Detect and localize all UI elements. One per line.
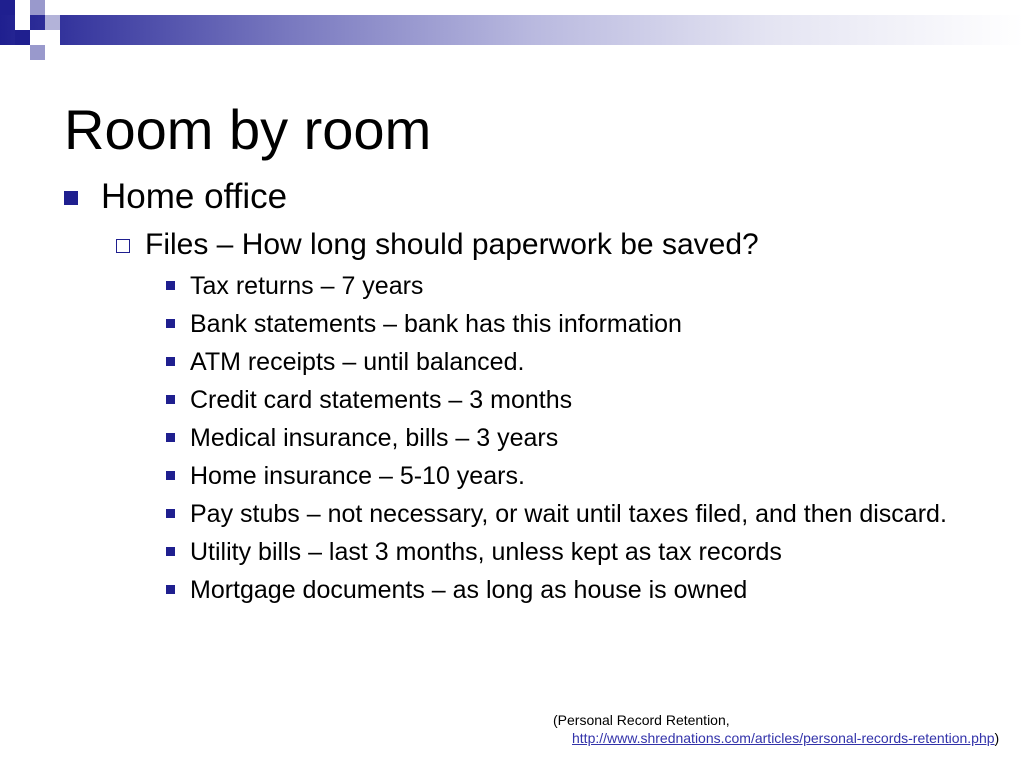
list-item (166, 499, 966, 530)
small-filled-square-bullet-icon (166, 433, 175, 442)
corner-square-decoration (45, 30, 60, 45)
small-filled-square-bullet-icon (166, 471, 175, 480)
list-item (166, 385, 966, 416)
citation-suffix: ) (994, 730, 1000, 746)
small-filled-square-bullet-icon (166, 509, 175, 518)
list-item-text: Medical insurance, bills – 3 years (190, 424, 559, 452)
list-item (166, 537, 966, 568)
filled-square-bullet-icon (64, 191, 78, 205)
slide-title: Room by room (64, 98, 432, 161)
citation-link[interactable]: http://www.shrednations.com/articles/personal-records-retention.php (572, 730, 995, 746)
small-filled-square-bullet-icon (166, 547, 175, 556)
corner-square-decoration (15, 15, 30, 30)
list-item-text: Home insurance – 5-10 years. (190, 462, 525, 490)
citation (553, 711, 999, 747)
citation-prefix: (Personal Record Retention, (553, 712, 730, 728)
list-item (166, 423, 966, 454)
list-item (166, 575, 966, 606)
corner-square-decoration (15, 0, 30, 15)
list-item-text: Utility bills – last 3 months, unless kept as tax records (190, 538, 782, 566)
hollow-square-bullet-icon (116, 239, 130, 253)
list-item-text: Bank statements – bank has this information (190, 310, 682, 338)
corner-square-decoration (0, 0, 15, 15)
small-filled-square-bullet-icon (166, 357, 175, 366)
list-item (166, 309, 966, 340)
bullet-level1 (64, 176, 287, 218)
small-filled-square-bullet-icon (166, 319, 175, 328)
corner-square-decoration (30, 0, 45, 15)
list-item (166, 461, 966, 492)
small-filled-square-bullet-icon (166, 585, 175, 594)
corner-square-decoration (45, 15, 60, 30)
list-item-text: Tax returns – 7 years (190, 272, 424, 300)
bullet-level2 (116, 228, 759, 262)
header-gradient-band (0, 15, 1024, 45)
small-filled-square-bullet-icon (166, 395, 175, 404)
retention-list (166, 271, 966, 613)
list-item-text: Credit card statements – 3 months (190, 386, 573, 414)
citation-line (553, 729, 999, 747)
bullet-level2-text: Files – How long should paperwork be saved? (145, 228, 759, 261)
list-item-text: Mortgage documents – as long as house is owned (190, 576, 748, 604)
corner-square-decoration (15, 30, 30, 45)
corner-square-decoration (30, 30, 45, 45)
list-item-text: ATM receipts – until balanced. (190, 348, 525, 376)
corner-square-decoration (30, 45, 45, 60)
corner-square-decoration (60, 0, 75, 15)
bullet-level1-text: Home office (101, 177, 288, 216)
list-item (166, 347, 966, 378)
small-filled-square-bullet-icon (166, 281, 175, 290)
list-item-text: Pay stubs – not necessary, or wait until taxes filed, and then discard. (190, 500, 947, 528)
list-item (166, 271, 966, 302)
